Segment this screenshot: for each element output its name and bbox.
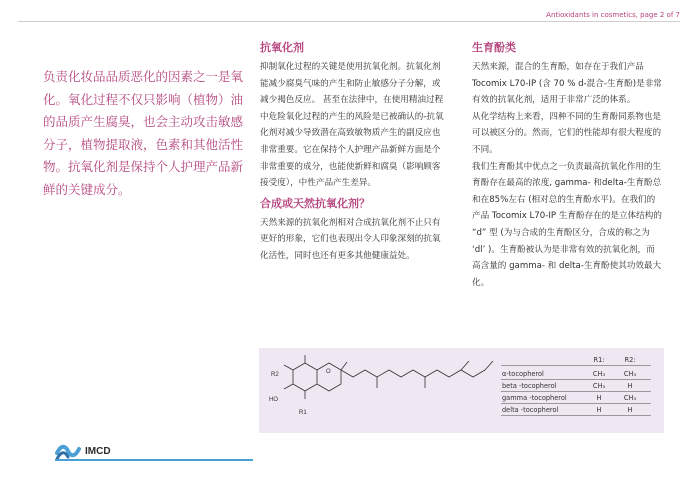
row-r1: CH₃ (592, 382, 606, 390)
tocopherols-heading: 生育酚类 (472, 41, 516, 54)
table-header-row (501, 354, 651, 366)
middle-column (260, 40, 445, 265)
antioxidants-heading: 抗氧化剂 (260, 41, 304, 54)
header-r1: R1: (593, 356, 605, 364)
table-row (501, 404, 651, 416)
right-column (472, 40, 662, 291)
tocopherols-paragraph-2: 从化学结构上来看，四种不同的生育酚同系物也是可以被区分的。然而，它们的性能却有很大程度的不同。 (472, 111, 662, 155)
row-r2: CH₃ (623, 394, 637, 402)
antioxidants-paragraph: 抑制氧化过程的关键是使用抗氧化剂。抗氧化剂能减少腐臭气味的产生和防止敏感分子分解，或减少褐色反应。 甚至在法律中，在使用精油过程中危险氧化过程的产生的风险是已被确认的-抗氧化剂对减少导致潜在高致敏物质产生的副反应也非常重要。它在保持个人护理产品新鲜方面是个非常重要的成分，也能使新鲜和腐臭（影响顾客接受度），中性产品产生差异。 (260, 62, 444, 189)
row-r1: CH₃ (592, 370, 606, 378)
header-divider (18, 21, 680, 22)
imcd-logo-text: IMCD (85, 446, 111, 457)
row-name: beta -tocopherol (502, 382, 557, 390)
synthetic-natural-paragraph: 天然来源的抗氧化剂相对合成抗氧化剂不止只有更好的形象，它们也表现出令人印象深刻的抗氧化活性，同时也还有更多其他健康益处。 (260, 217, 441, 261)
intro-paragraph: 负责化妆品品质恶化的因素之一是氧化。氧化过程不仅只影响（植物）油的品质产生腐臭，也会主动攻击敏感分子，植物提取液，色素和其他活性物。抗氧化剂是保持个人护理产品新鲜的关键成分。 (43, 69, 244, 197)
row-r2: H (627, 406, 633, 414)
table-row (501, 392, 651, 404)
row-r1: H (596, 406, 602, 414)
r1-label: R1 (299, 410, 307, 416)
r2-label: R2 (271, 372, 279, 378)
footer-divider (55, 459, 253, 461)
ho-label: HO (269, 397, 278, 403)
row-name: delta -tocopherol (502, 406, 559, 414)
r2-bond (284, 365, 293, 370)
synthetic-natural-heading: 合成或天然抗氧化剂？ (260, 196, 370, 210)
page-header: Antioxidants in cosmetics, page 2 of 7 (546, 11, 680, 19)
row-name: gamma -tocopherol (502, 394, 567, 402)
table-row (501, 368, 651, 380)
tocopherols-paragraph-3: 我们生育酚其中优点之一负责最高抗氧化作用的生育酚存在最高的浓度, gamma- 和delta-生育酚总和在85%左右 (相对总的生育酚水平)。在我们的产品 Tocomix L70-IP 生育酚存在的是立体结构的 “d” 型 (为与合成的生育酚区分，合成的称之为 ‘dl’ )。生育酚被认为是非常有效的抗氧化剂，而高含量的 gamma- 和 delta-生育酚使其功效最大化。 (472, 161, 662, 288)
row-name: α-tocopherol (502, 370, 544, 378)
table-row (501, 380, 651, 392)
row-r2: H (627, 382, 633, 390)
tocopherols-paragraph-1: 天然来源，混合的生育酚，如存在于我们产品Tocomix L70-IP (含 70 % d-混合-生育酚)是非常有效的抗氧化剂，适用于非常广泛的体系。 (472, 62, 662, 106)
tail-methyl-4 (485, 361, 493, 370)
row-r1: H (596, 394, 602, 402)
pyran-ring (317, 363, 341, 391)
row-r2: CH₃ (623, 370, 637, 378)
phytyl-tail (341, 370, 485, 377)
header-r2: R2: (624, 356, 636, 364)
aromatic-ring (293, 363, 317, 391)
o-label: O (326, 369, 331, 375)
tail-methyl-3 (461, 361, 469, 370)
ho-bond (284, 384, 293, 389)
methyl-c2 (341, 362, 347, 370)
